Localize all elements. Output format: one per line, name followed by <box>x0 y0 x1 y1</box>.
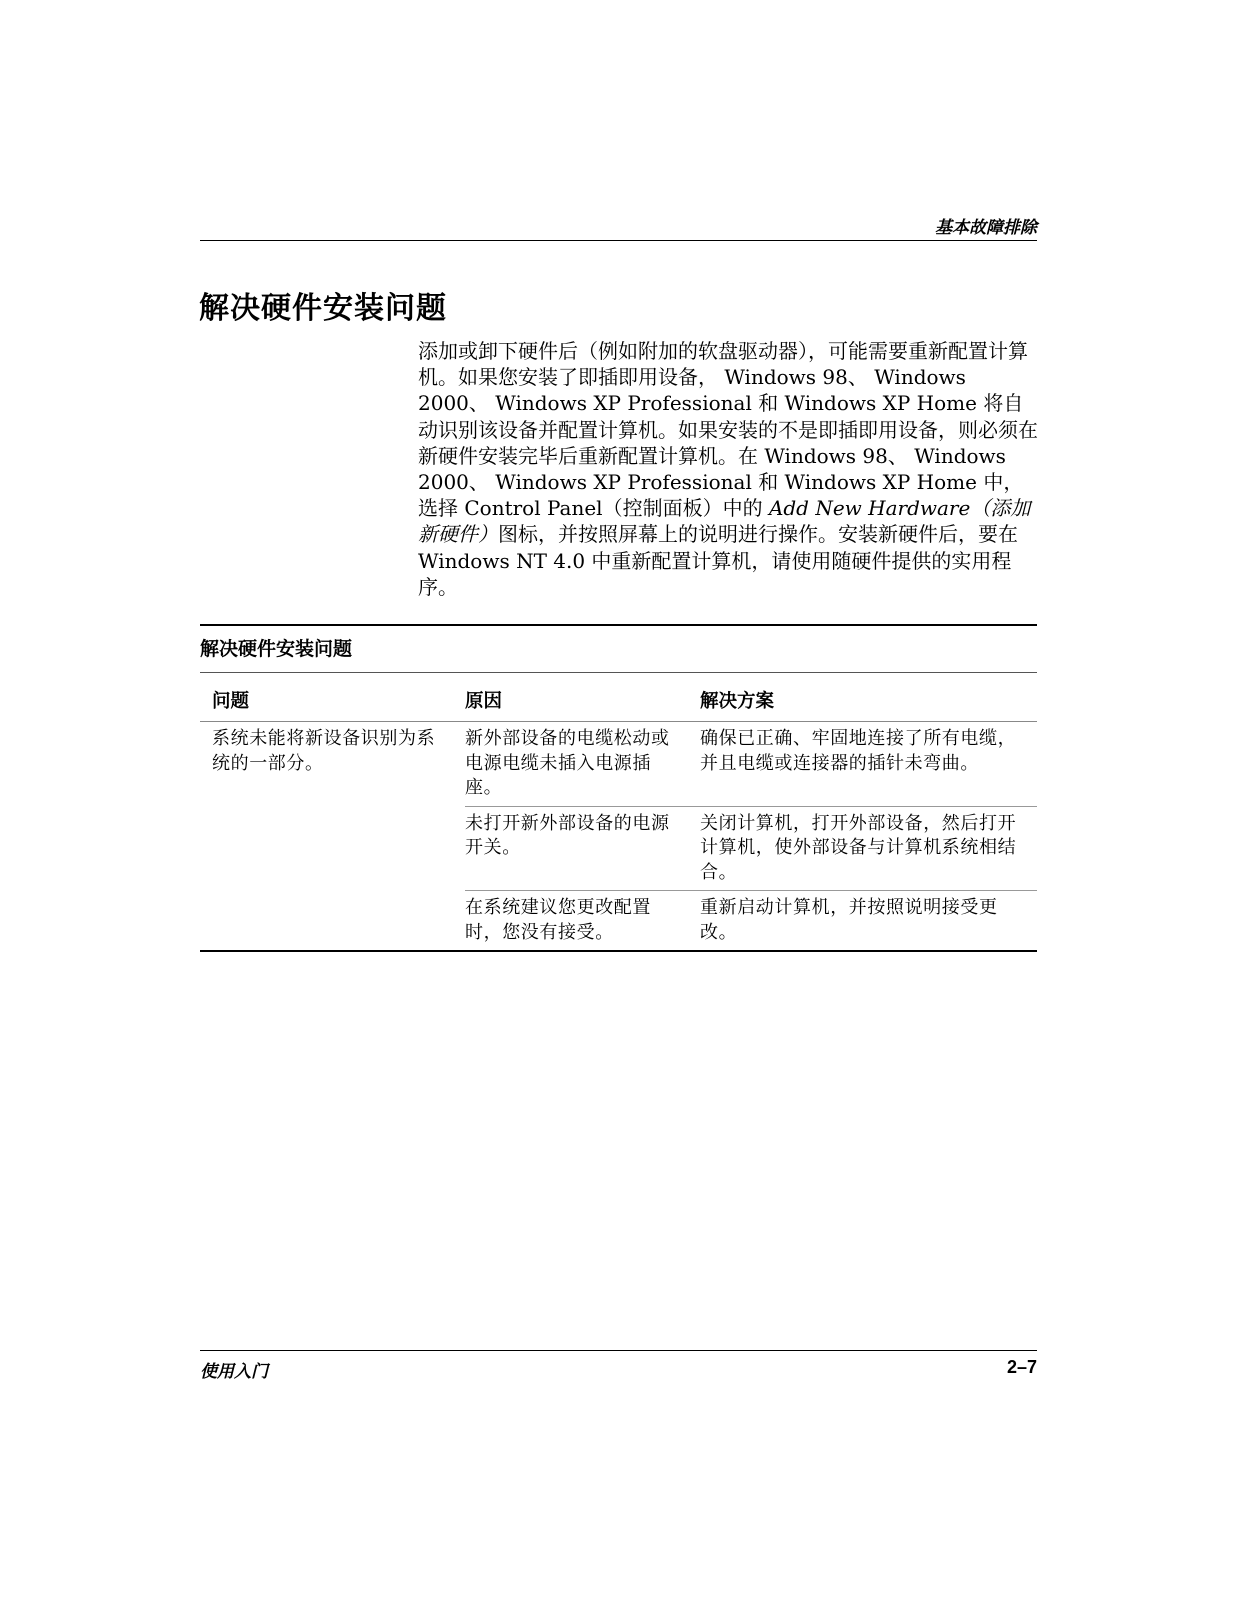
page-title: 解决硬件安装问题 <box>199 291 447 326</box>
running-head: 基本故障排除 <box>935 218 1037 238</box>
troubleshooting-table <box>200 624 1037 952</box>
cause-cell: 未打开新外部设备的电源开关。 <box>465 806 700 891</box>
intro-text-part2: 图标，并按照屏幕上的说明进行操作。安装新硬件后，要在 Windows NT 4.0 中重新配置计算机，请使用随硬件提供的实用程序。 <box>418 522 1018 599</box>
header-cause: 原因 <box>465 673 700 722</box>
table-title: 解决硬件安装问题 <box>200 626 1037 673</box>
footer-book-title: 使用入门 <box>200 1362 268 1382</box>
header-problem: 问题 <box>200 673 465 722</box>
table-bottom-rule <box>200 950 1037 952</box>
cause-cell: 新外部设备的电缆松动或电源电缆未插入电源插座。 <box>465 722 700 807</box>
solution-cell: 关闭计算机，打开外部设备，然后打开计算机，使外部设备与计算机系统相结合。 <box>700 806 1037 891</box>
cause-cell: 在系统建议您更改配置时，您没有接受。 <box>465 897 651 943</box>
solution-cell: 确保已正确、牢固地连接了所有电缆，并且电缆或连接器的插针未弯曲。 <box>700 722 1037 807</box>
table-header-row <box>200 673 1037 722</box>
table-grid <box>200 673 1037 950</box>
page-number: 2–7 <box>1006 1357 1037 1377</box>
intro-paragraph <box>418 338 1043 600</box>
header-rule <box>200 240 1037 241</box>
footer-rule <box>200 1350 1037 1351</box>
problem-cell: 系统未能将新设备识别为系统的一部分。 <box>212 728 436 774</box>
header-solution: 解决方案 <box>700 673 1037 722</box>
intro-text-part1: 添加或卸下硬件后（例如附加的软盘驱动器），可能需要重新配置计算机。如果您安装了即插即用设备， Windows 98、 Windows 2000、 Windows XP Professional 和 Windows XP Home 将自动识别该设备并配置计算机。如果安装的不是即插即用设备，则必须在新硬件安装完毕后重新配置计算机。在 Windows 98、 Windows 2000、 Windows XP Professional 和 Windows XP Home 中，选择 Control Panel（控制面板）中的 <box>418 339 1038 521</box>
table-row <box>200 722 1037 807</box>
intro-ui-term: Add New Hardware（添加新硬件） <box>418 496 1031 547</box>
solution-cell: 重新启动计算机，并按照说明接受更改。 <box>700 897 998 943</box>
